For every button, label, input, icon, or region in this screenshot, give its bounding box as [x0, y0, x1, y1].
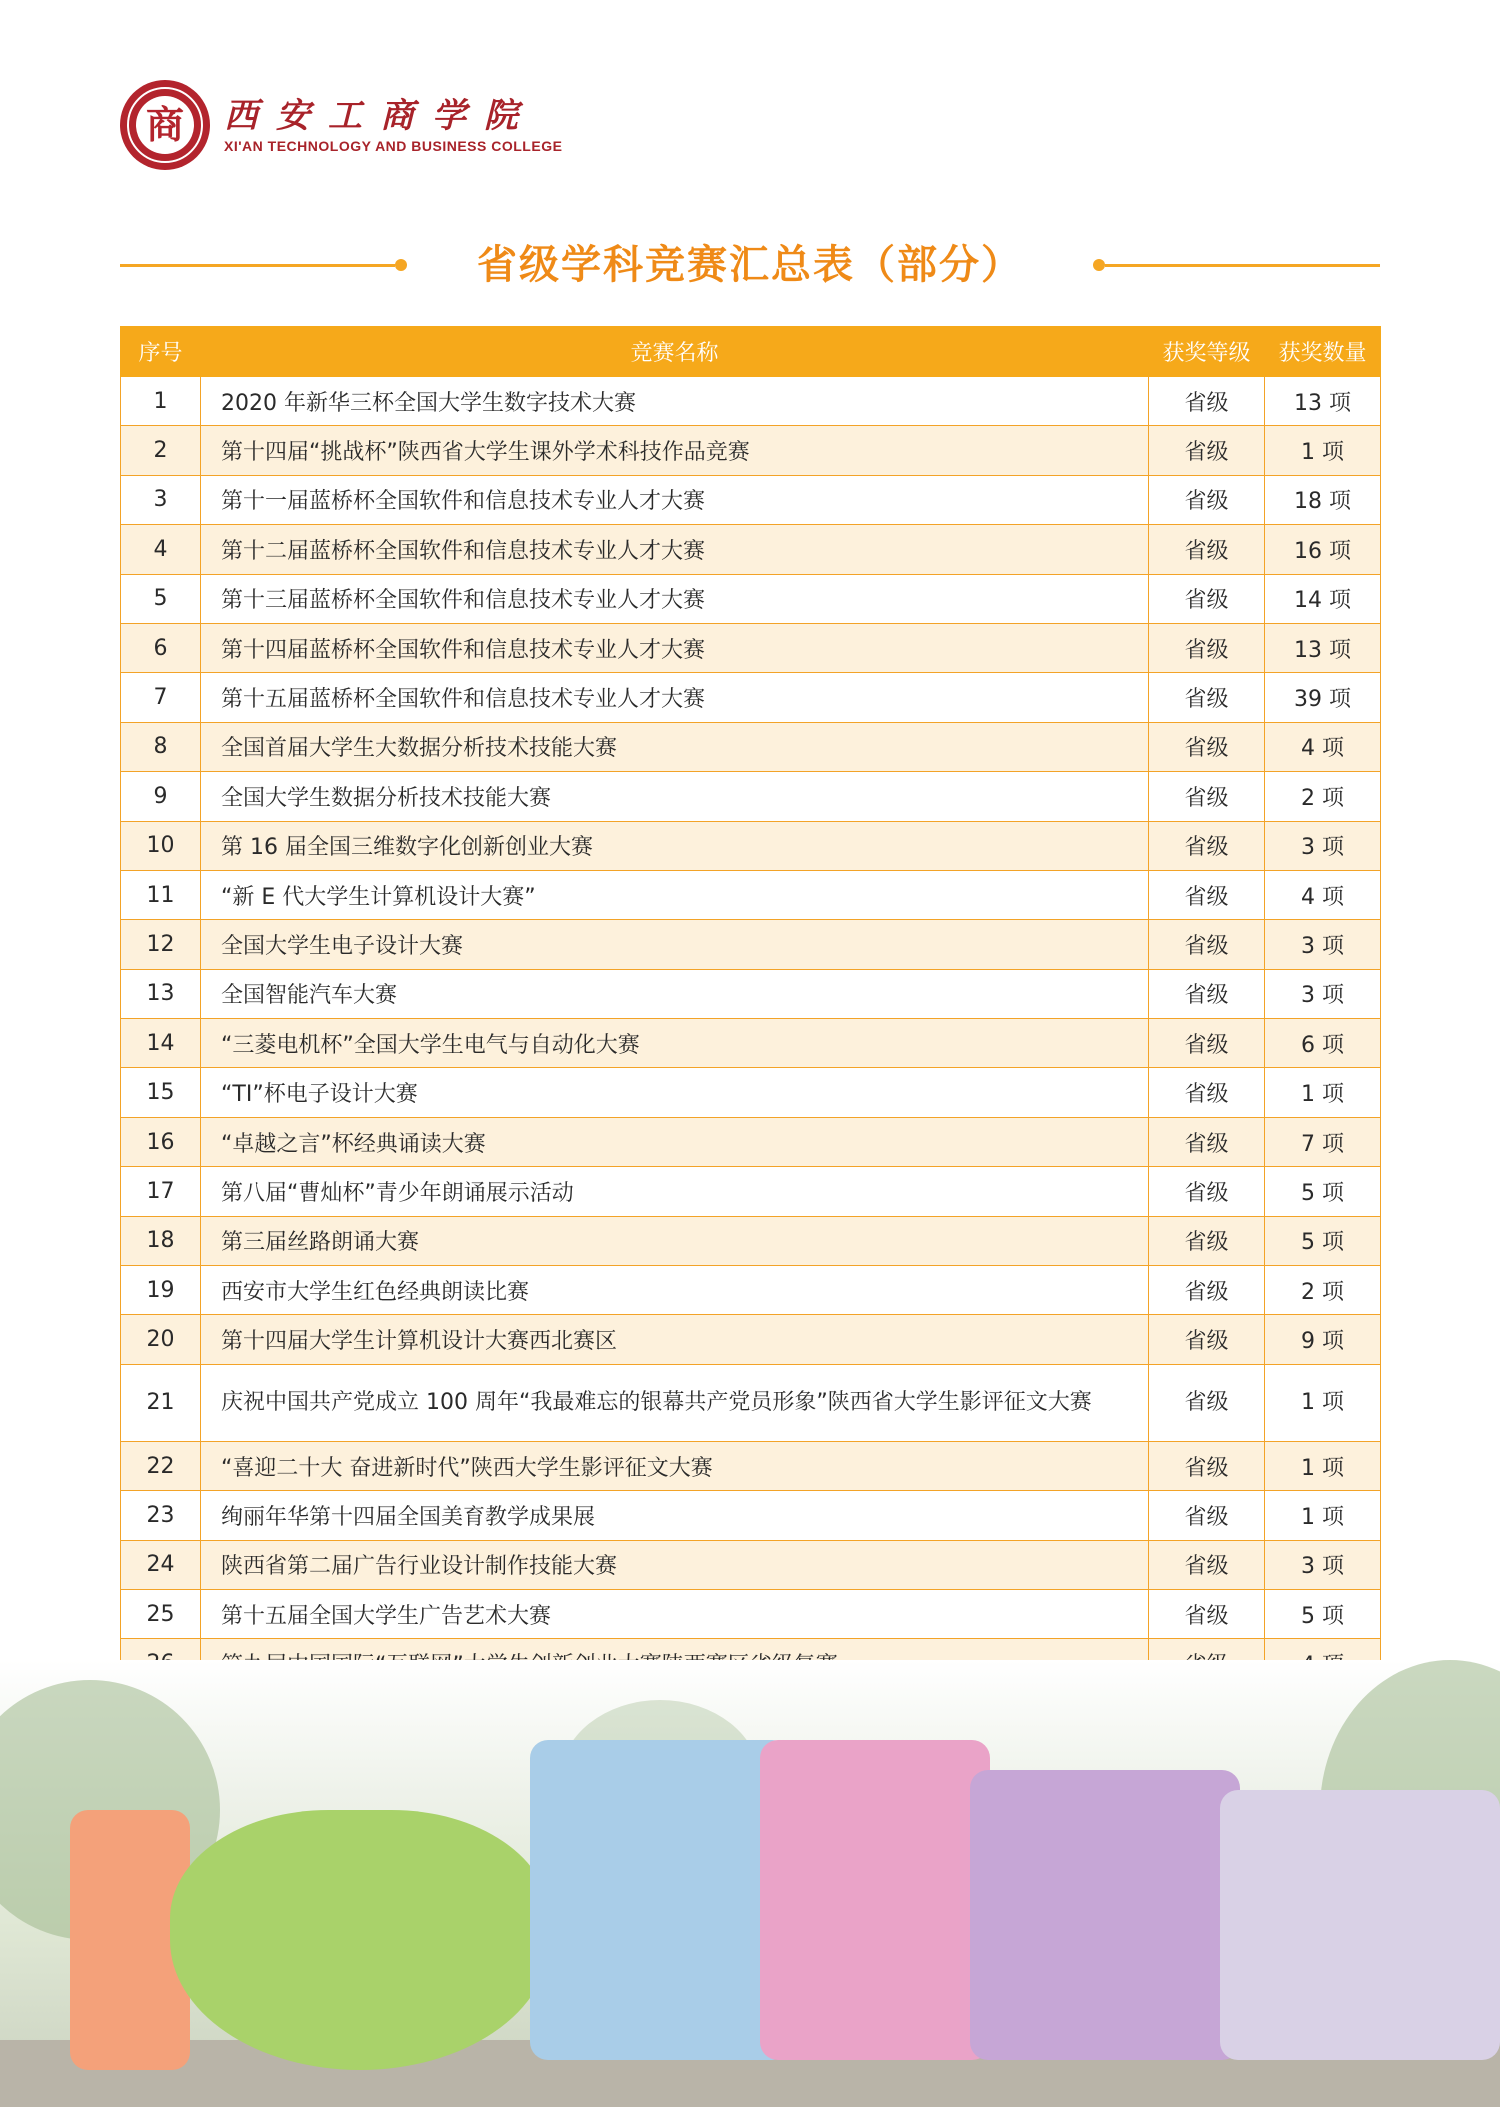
row-index: 8 [121, 722, 201, 771]
row-award-level: 省级 [1149, 1068, 1265, 1117]
row-index: 21 [121, 1364, 201, 1441]
row-award-count: 5 项 [1265, 1167, 1381, 1216]
row-index: 24 [121, 1540, 201, 1589]
table-header-row [121, 327, 1381, 377]
table-row [121, 1589, 1381, 1638]
row-award-count: 3 项 [1265, 821, 1381, 870]
row-award-count: 6 项 [1265, 1019, 1381, 1068]
row-index: 14 [121, 1019, 201, 1068]
row-competition-name: 第 16 届全国三维数字化创新创业大赛 [201, 821, 1149, 870]
row-competition-name: 2020 年新华三杯全国大学生数字技术大赛 [201, 377, 1149, 426]
row-competition-name: 第十一届蓝桥杯全国软件和信息技术专业人才大赛 [201, 475, 1149, 524]
row-award-count: 1 项 [1265, 1364, 1381, 1441]
row-award-count: 2 项 [1265, 1266, 1381, 1315]
row-competition-name: 第十二届蓝桥杯全国软件和信息技术专业人才大赛 [201, 525, 1149, 574]
row-competition-name: 全国大学生电子设计大赛 [201, 920, 1149, 969]
table-row [121, 870, 1381, 919]
row-award-count: 4 项 [1265, 722, 1381, 771]
row-award-level: 省级 [1149, 475, 1265, 524]
table-row [121, 1019, 1381, 1068]
row-award-level: 省级 [1149, 920, 1265, 969]
sculpture-letter-t [760, 1740, 990, 2060]
college-name-en: XI'AN TECHNOLOGY AND BUSINESS COLLEGE [224, 138, 563, 154]
row-index: 13 [121, 969, 201, 1018]
row-award-count: 13 项 [1265, 623, 1381, 672]
row-award-level: 省级 [1149, 574, 1265, 623]
row-award-count: 14 项 [1265, 574, 1381, 623]
row-index: 15 [121, 1068, 201, 1117]
college-seal-icon [120, 80, 210, 170]
row-award-count: 1 项 [1265, 426, 1381, 475]
row-award-level: 省级 [1149, 1589, 1265, 1638]
row-award-level: 省级 [1149, 1364, 1265, 1441]
sculpture-letter-x [530, 1740, 790, 2060]
row-award-count: 1 项 [1265, 1491, 1381, 1540]
row-competition-name: 西安市大学生红色经典朗读比赛 [201, 1266, 1149, 1315]
table-row [121, 772, 1381, 821]
table-row [121, 1540, 1381, 1589]
row-award-count: 5 项 [1265, 1589, 1381, 1638]
row-index: 4 [121, 525, 201, 574]
table-row [121, 574, 1381, 623]
row-award-level: 省级 [1149, 1441, 1265, 1490]
row-award-level: 省级 [1149, 969, 1265, 1018]
row-award-count: 1 项 [1265, 1441, 1381, 1490]
campus-photo [0, 1660, 1500, 2107]
row-competition-name: “喜迎二十大 奋进新时代”陕西大学生影评征文大赛 [201, 1441, 1149, 1490]
table-row [121, 1315, 1381, 1364]
row-index: 19 [121, 1266, 201, 1315]
table-row [121, 1216, 1381, 1265]
table-row [121, 1441, 1381, 1490]
row-competition-name: 第十五届蓝桥杯全国软件和信息技术专业人才大赛 [201, 673, 1149, 722]
row-competition-name: 陕西省第二届广告行业设计制作技能大赛 [201, 1540, 1149, 1589]
row-competition-name: 全国首届大学生大数据分析技术技能大赛 [201, 722, 1149, 771]
row-award-level: 省级 [1149, 1117, 1265, 1166]
sculpture-heart [170, 1810, 550, 2070]
row-award-level: 省级 [1149, 1167, 1265, 1216]
row-index: 22 [121, 1441, 201, 1490]
table-row [121, 377, 1381, 426]
row-index: 10 [121, 821, 201, 870]
row-index: 7 [121, 673, 201, 722]
row-competition-name: 全国智能汽车大赛 [201, 969, 1149, 1018]
header-count: 获奖数量 [1265, 327, 1381, 377]
seal-char: 商 [136, 96, 194, 154]
college-name-cn: 西安工商学院 [224, 96, 536, 136]
row-index: 3 [121, 475, 201, 524]
table-row [121, 920, 1381, 969]
row-award-count: 4 项 [1265, 870, 1381, 919]
row-award-count: 16 项 [1265, 525, 1381, 574]
row-competition-name: 庆祝中国共产党成立 100 周年“我最难忘的银幕共产党员形象”陕西省大学生影评征文大赛 [201, 1364, 1149, 1441]
row-award-level: 省级 [1149, 1315, 1265, 1364]
row-award-level: 省级 [1149, 525, 1265, 574]
table-row [121, 1068, 1381, 1117]
row-competition-name: “TI”杯电子设计大赛 [201, 1068, 1149, 1117]
row-award-level: 省级 [1149, 1216, 1265, 1265]
sculpture-letter-c [1220, 1790, 1500, 2060]
row-award-level: 省级 [1149, 673, 1265, 722]
table-body [121, 377, 1381, 1689]
table-row [121, 1364, 1381, 1441]
table-row [121, 673, 1381, 722]
table-row [121, 969, 1381, 1018]
title-divider-right [1105, 264, 1380, 267]
row-competition-name: 绚丽年华第十四届全国美育教学成果展 [201, 1491, 1149, 1540]
header-index: 序号 [121, 327, 201, 377]
row-index: 5 [121, 574, 201, 623]
table-row [121, 1266, 1381, 1315]
row-award-count: 39 项 [1265, 673, 1381, 722]
row-competition-name: 全国大学生数据分析技术技能大赛 [201, 772, 1149, 821]
table-row [121, 623, 1381, 672]
title-row [120, 232, 1380, 298]
row-award-count: 3 项 [1265, 969, 1381, 1018]
table-row [121, 525, 1381, 574]
row-index: 12 [121, 920, 201, 969]
page-title: 省级学科竞赛汇总表（部分） [477, 242, 1023, 288]
row-award-level: 省级 [1149, 623, 1265, 672]
row-award-count: 3 项 [1265, 920, 1381, 969]
row-award-level: 省级 [1149, 870, 1265, 919]
competition-table [120, 326, 1381, 1689]
row-award-level: 省级 [1149, 1491, 1265, 1540]
row-index: 16 [121, 1117, 201, 1166]
row-index: 9 [121, 772, 201, 821]
row-award-level: 省级 [1149, 1540, 1265, 1589]
table-row [121, 1167, 1381, 1216]
row-index: 23 [121, 1491, 201, 1540]
row-competition-name: 第十五届全国大学生广告艺术大赛 [201, 1589, 1149, 1638]
row-index: 17 [121, 1167, 201, 1216]
row-competition-name: 第十四届大学生计算机设计大赛西北赛区 [201, 1315, 1149, 1364]
header-level: 获奖等级 [1149, 327, 1265, 377]
row-competition-name: 第十三届蓝桥杯全国软件和信息技术专业人才大赛 [201, 574, 1149, 623]
row-award-count: 9 项 [1265, 1315, 1381, 1364]
table-row [121, 475, 1381, 524]
title-dot-right [1093, 259, 1105, 271]
row-award-level: 省级 [1149, 821, 1265, 870]
competition-table-wrap [120, 326, 1380, 1689]
row-competition-name: 第十四届“挑战杯”陕西省大学生课外学术科技作品竞赛 [201, 426, 1149, 475]
row-competition-name: “新 E 代大学生计算机设计大赛” [201, 870, 1149, 919]
row-award-count: 2 项 [1265, 772, 1381, 821]
table-row [121, 1491, 1381, 1540]
row-index: 11 [121, 870, 201, 919]
row-award-level: 省级 [1149, 1266, 1265, 1315]
sculpture-letter-b [970, 1770, 1240, 2060]
row-competition-name: 第八届“曹灿杯”青少年朗诵展示活动 [201, 1167, 1149, 1216]
row-index: 1 [121, 377, 201, 426]
row-award-count: 13 项 [1265, 377, 1381, 426]
row-competition-name: 第三届丝路朗诵大赛 [201, 1216, 1149, 1265]
row-award-level: 省级 [1149, 377, 1265, 426]
row-award-level: 省级 [1149, 772, 1265, 821]
table-row [121, 426, 1381, 475]
row-award-level: 省级 [1149, 1019, 1265, 1068]
table-row [121, 1117, 1381, 1166]
row-index: 18 [121, 1216, 201, 1265]
row-competition-name: 第十四届蓝桥杯全国软件和信息技术专业人才大赛 [201, 623, 1149, 672]
row-index: 20 [121, 1315, 201, 1364]
row-competition-name: “卓越之言”杯经典诵读大赛 [201, 1117, 1149, 1166]
row-index: 6 [121, 623, 201, 672]
row-award-count: 5 项 [1265, 1216, 1381, 1265]
logo-text [224, 96, 562, 154]
table-row [121, 821, 1381, 870]
row-award-count: 1 项 [1265, 1068, 1381, 1117]
header-name: 竞赛名称 [201, 327, 1149, 377]
table-row [121, 722, 1381, 771]
row-competition-name: “三菱电机杯”全国大学生电气与自动化大赛 [201, 1019, 1149, 1068]
college-logo [120, 80, 562, 170]
row-index: 2 [121, 426, 201, 475]
row-index: 25 [121, 1589, 201, 1638]
row-award-count: 3 项 [1265, 1540, 1381, 1589]
row-award-count: 18 项 [1265, 475, 1381, 524]
row-award-level: 省级 [1149, 426, 1265, 475]
row-award-count: 7 项 [1265, 1117, 1381, 1166]
row-award-level: 省级 [1149, 722, 1265, 771]
